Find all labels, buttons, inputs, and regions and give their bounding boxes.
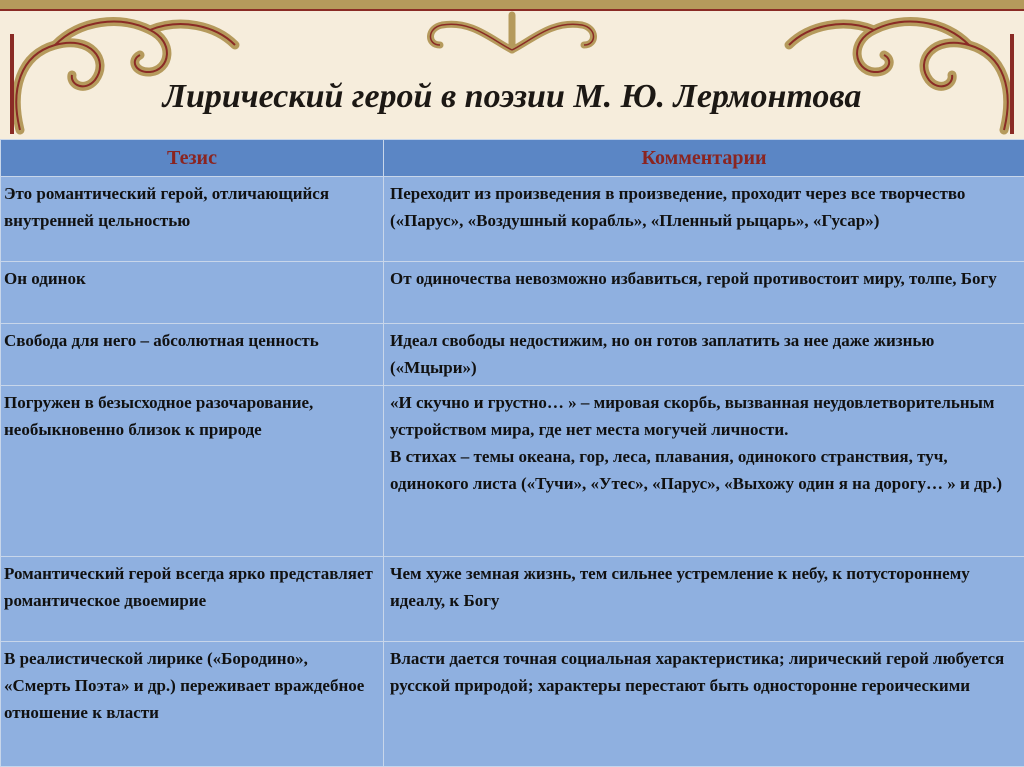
comment-cell: Идеал свободы недостижим, но он готов заплатить за нее даже жизнью («Мцыри»): [384, 324, 1024, 386]
header-comments: Комментарии: [384, 140, 1024, 177]
slide-title: Лирический герой в поэзии М. Ю. Лермонтова: [162, 78, 862, 115]
comment-cell: От одиночества невозможно избавиться, герой противостоит миру, толпе, Богу: [384, 262, 1024, 324]
comment-paragraph: В стихах – темы океана, гор, леса, плавания, одинокого странствия, туч, одинокого листа («Тучи», «Утес», «Парус», «Выхожу один я на дорогу… » и др.): [390, 447, 1002, 493]
thesis-cell: Это романтический герой, отличающийся внутренней цельностью: [1, 177, 384, 262]
comment-paragraph: «И скучно и грустно… » – мировая скорбь, вызванная неудовлетворительным устройством мира, где нет места могучей личности.: [390, 393, 995, 439]
comment-cell: [384, 386, 1024, 557]
table-row: [1, 642, 1024, 767]
table-row: [1, 324, 1024, 386]
table-row: [1, 177, 1024, 262]
header-thesis: Тезис: [1, 140, 384, 177]
table-row: [1, 262, 1024, 324]
thesis-comment-table: [0, 139, 1024, 767]
center-flourish-ornament: [412, 0, 612, 60]
thesis-cell: Свобода для него – абсолютная ценность: [1, 324, 384, 386]
comment-cell: Чем хуже земная жизнь, тем сильнее устремление к небу, к потустороннему идеалу, к Богу: [384, 557, 1024, 642]
thesis-cell: Погружен в безысходное разочарование, необыкновенно близок к природе: [1, 386, 384, 557]
table-row: [1, 386, 1024, 557]
comment-cell: Власти дается точная социальная характеристика; лирический герой любуется русской природой; характеры перестают быть односторонне героическими: [384, 642, 1024, 767]
thesis-cell: Он одинок: [1, 262, 384, 324]
comment-cell: Переходит из произведения в произведение, проходит через все творчество («Парус», «Воздушный корабль», «Пленный рыцарь», «Гусар»): [384, 177, 1024, 262]
slide-header: [0, 0, 1024, 140]
thesis-cell: Романтический герой всегда ярко представляет романтическое двоемирие: [1, 557, 384, 642]
table-row: [1, 557, 1024, 642]
thesis-cell: В реалистической лирике («Бородино», «Смерть Поэта» и др.) переживает враждебное отношение к власти: [1, 642, 384, 767]
table-header-row: [1, 140, 1024, 177]
